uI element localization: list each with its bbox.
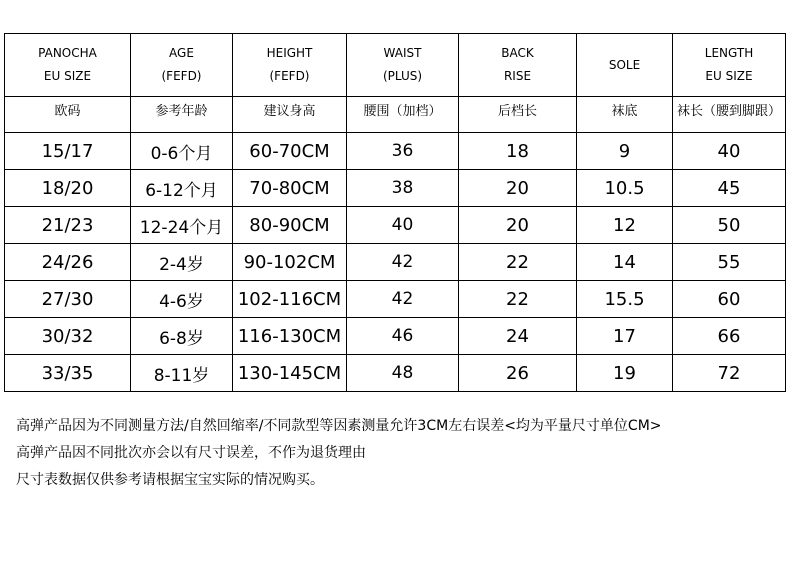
table-cell: 116-130CM	[233, 318, 347, 355]
table-cell: 90-102CM	[233, 244, 347, 281]
table-cell: 130-145CM	[233, 355, 347, 392]
table-cell: 55	[673, 244, 786, 281]
table-cell: 14	[577, 244, 673, 281]
table-cell: 12	[577, 207, 673, 244]
table-cell: 2-4岁	[131, 244, 233, 281]
table-cell: 38	[347, 170, 459, 207]
header-row	[5, 34, 786, 97]
table-row	[5, 318, 786, 355]
table-cell: 33/35	[5, 355, 131, 392]
header-cell: PANOCHA EU SIZE	[5, 34, 131, 97]
table-cell: 18/20	[5, 170, 131, 207]
table-cell: 22	[459, 281, 577, 318]
table-cell: 40	[673, 133, 786, 170]
table-cell: 50	[673, 207, 786, 244]
header-cell: HEIGHT (FEFD)	[233, 34, 347, 97]
table-cell: 42	[347, 244, 459, 281]
table-cell: 15.5	[577, 281, 673, 318]
table-cell: 45	[673, 170, 786, 207]
table-cell: 36	[347, 133, 459, 170]
table-cell: 42	[347, 281, 459, 318]
table-cell: 30/32	[5, 318, 131, 355]
cn-header-cell: 袜底	[577, 97, 673, 133]
header-cell: LENGTH EU SIZE	[673, 34, 786, 97]
table-cell: 0-6个月	[131, 133, 233, 170]
table-row	[5, 355, 786, 392]
table-cell: 48	[347, 355, 459, 392]
table-cell: 70-80CM	[233, 170, 347, 207]
table-row	[5, 133, 786, 170]
table-cell: 15/17	[5, 133, 131, 170]
cn-header-cell: 腰围（加档）	[347, 97, 459, 133]
cn-header-cell: 建议身高	[233, 97, 347, 133]
header-cell: AGE (FEFD)	[131, 34, 233, 97]
size-chart-table	[4, 33, 786, 392]
table-cell: 6-12个月	[131, 170, 233, 207]
notes	[16, 413, 662, 494]
table-cell: 24	[459, 318, 577, 355]
table-cell: 40	[347, 207, 459, 244]
table-cell: 12-24个月	[131, 207, 233, 244]
cn-header-cell: 参考年龄	[131, 97, 233, 133]
table-cell: 24/26	[5, 244, 131, 281]
table-cell: 4-6岁	[131, 281, 233, 318]
table-cell: 9	[577, 133, 673, 170]
table-cell: 22	[459, 244, 577, 281]
table-cell: 102-116CM	[233, 281, 347, 318]
header-cell: SOLE	[577, 34, 673, 97]
table-row	[5, 244, 786, 281]
note-line: 高弹产品因不同批次亦会以有尺寸误差，不作为退货理由	[16, 445, 366, 461]
table-cell: 60	[673, 281, 786, 318]
table-row	[5, 207, 786, 244]
table-cell: 19	[577, 355, 673, 392]
cn-header-cell: 后档长	[459, 97, 577, 133]
table-cell: 17	[577, 318, 673, 355]
table-cell: 26	[459, 355, 577, 392]
cn-header-cell: 袜长（腰到脚跟）	[673, 97, 786, 133]
table-cell: 20	[459, 170, 577, 207]
table-cell: 10.5	[577, 170, 673, 207]
table-cell: 80-90CM	[233, 207, 347, 244]
table-cell: 21/23	[5, 207, 131, 244]
table-cell: 18	[459, 133, 577, 170]
note-line: 高弹产品因为不同测量方法/自然回缩率/不同款型等因素测量允许3CM左右误差<均为平量尺寸单位CM>	[16, 418, 662, 434]
table-cell: 46	[347, 318, 459, 355]
chinese-header-row	[5, 97, 786, 133]
table-cell: 6-8岁	[131, 318, 233, 355]
cn-header-cell: 欧码	[5, 97, 131, 133]
header-cell: WAIST (PLUS)	[347, 34, 459, 97]
table-cell: 20	[459, 207, 577, 244]
note-line: 尺寸表数据仅供参考请根据宝宝实际的情况购买。	[16, 472, 324, 488]
table-cell: 60-70CM	[233, 133, 347, 170]
table-row	[5, 170, 786, 207]
table-row	[5, 281, 786, 318]
table-cell: 66	[673, 318, 786, 355]
table-cell: 8-11岁	[131, 355, 233, 392]
table-cell: 27/30	[5, 281, 131, 318]
table-cell: 72	[673, 355, 786, 392]
header-cell: BACK RISE	[459, 34, 577, 97]
